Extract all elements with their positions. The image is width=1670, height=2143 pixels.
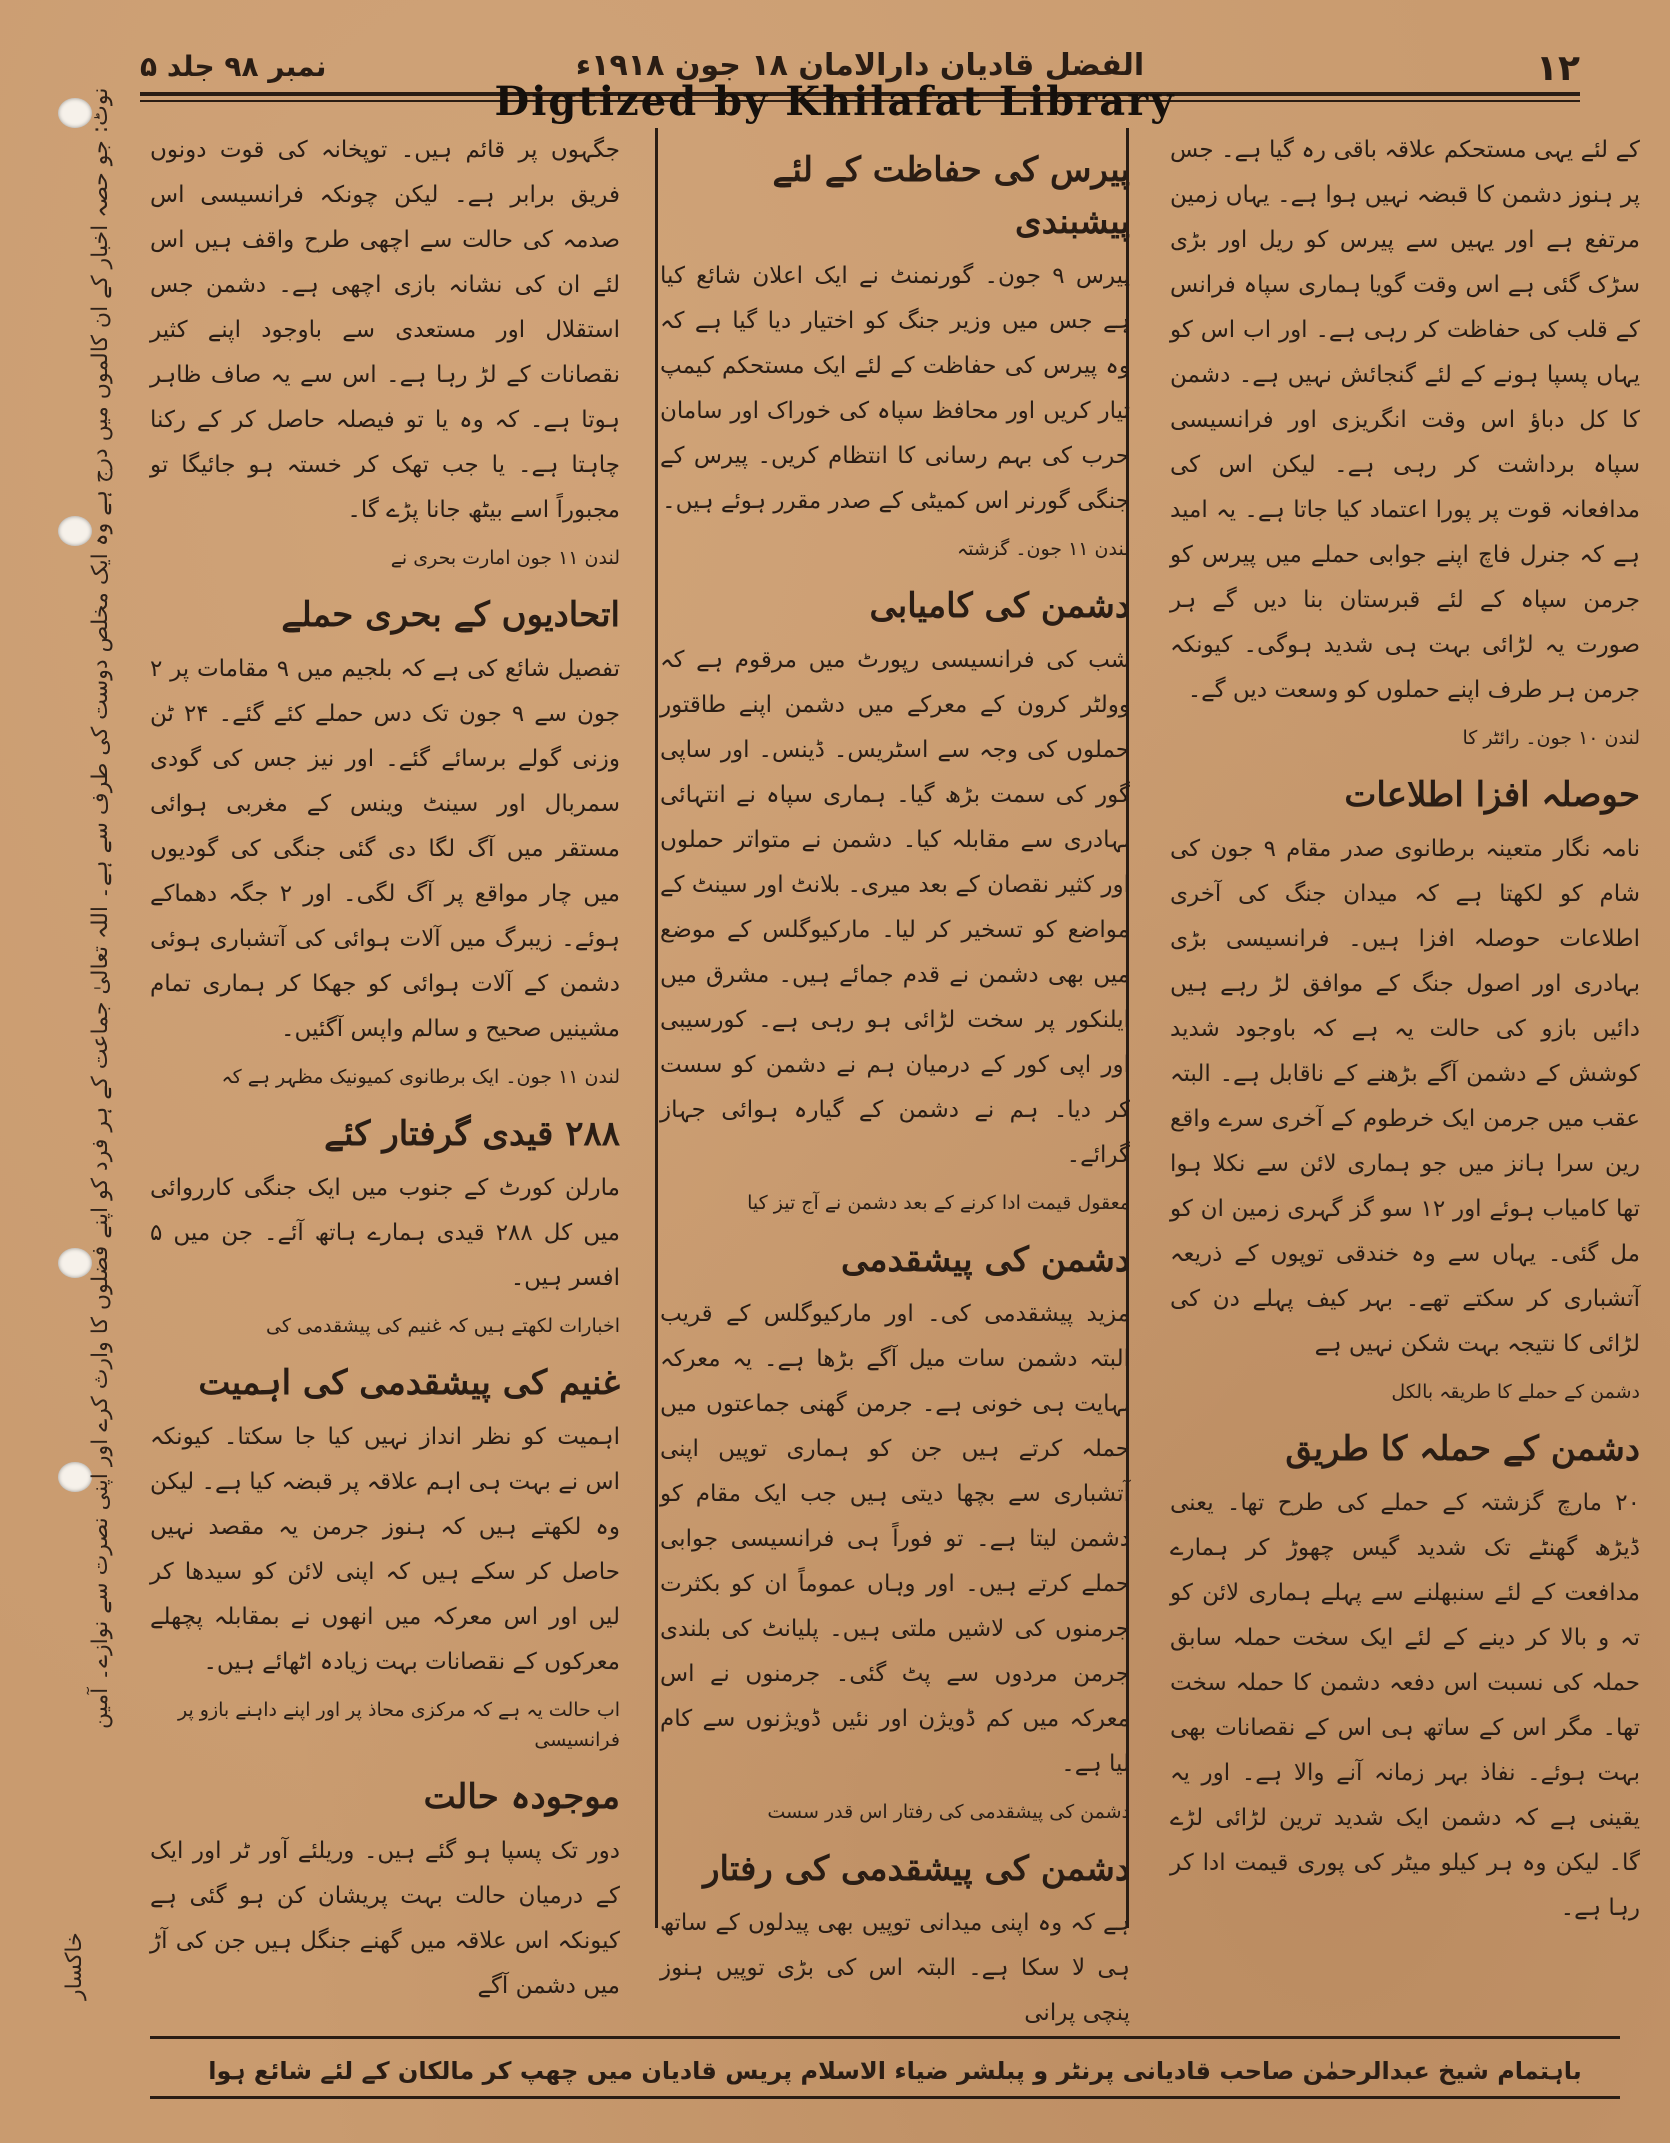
article-heading: حوصلہ افزا اطلاعات (1344, 775, 1640, 815)
article-heading: غنیم کی پیشقدمی کی اہمیت (198, 1363, 620, 1403)
article-heading: دشمن کے حملہ کا طریق (1285, 1429, 1640, 1469)
article-paragraph: کے لئے یہی مستحکم علاقہ باقی رہ گیا ہے۔ جس پر ہنوز دشمن کا قبضہ نہیں ہوا ہے۔ یہاں زمین مرتفع ہے اور یہیں سے پیرس کو ریل اور بڑی سڑک گئی ہے اس وقت گویا ہماری سپاہ فرانس کے قلب کی حفاظت کر رہی ہے۔ اور اب اس کو یہاں پسپا ہونے کے لئے گنجائش نہیں ہے۔ دشمن کا کل دباؤ اس وقت انگریزی اور فرانسیسی سپاہ برداشت کر رہی ہے۔ لیکن اس کی مدافعانہ قوت پر پورا اعتماد کیا جاتا ہے۔ یہ امید ہے کہ جنرل فاچ اپنے جوابی حملے میں پیرس کو جرمن سپاہ کے لئے قبرستان بنا دیں گے ہر صورت یہ لڑائی بہت ہی شدید ہوگی۔ کیونکہ جرمن ہر طرف اپنے حملوں کو وسعت دیں گے۔ (1170, 137, 1640, 703)
imprint-line: باہتمام شیخ عبدالرحمٰن صاحب قادیانی پرنٹر و پبلشر ضیاء الاسلام پریس قادیان میں چھپ کر مالکان کے لئے شائع ہوا (208, 2057, 1582, 2085)
article-paragraph: جگہوں پر قائم ہیں۔ توپخانہ کی قوت دونوں فریق برابر ہے۔ لیکن چونکہ فرانسیسی اس صدمہ کی حالت سے اچھی طرح واقف ہیں اس لئے ان کی نشانہ بازی اچھی ہے۔ دشمن جس استقلال اور مستعدی سے باوجود اپنے کثیر نقصانات کے لڑ رہا ہے۔ اس سے یہ صاف ظاہر ہوتا ہے۔ کہ وہ یا تو فیصلہ حاصل کر کے رکنا چاہتا ہے۔ یا جب تھک کر خستہ ہو جائیگا تو مجبوراً اسے بیٹھ جانا پڑے گا۔ (150, 137, 620, 523)
page-number: ۱۲ (1536, 48, 1580, 89)
article-dateline: لندن ۱۱ جون۔ ایک برطانوی کمیونیک مظہر ہے کہ (221, 1066, 620, 1088)
footer-rule (150, 2036, 1620, 2039)
footer-rule-bottom (150, 2096, 1620, 2099)
article-dateline: دشمن کے حملے کا طریقہ بالکل (1391, 1381, 1640, 1403)
article-heading: ۲۸۸ قیدی گرفتار کئے (324, 1114, 620, 1154)
article-paragraph: نامہ نگار متعینہ برطانوی صدر مقام ۹ جون کی شام کو لکھتا ہے کہ میدان جنگ کی آخری اطلاعات حوصلہ افزا ہیں۔ فرانسیسی بڑی بہادری اور اصول جنگ کے موافق لڑ رہے ہیں دائیں بازو کی حالت یہ ہے کہ باوجود شدید کوشش کے دشمن آگے بڑھنے کے ناقابل ہے۔ البتہ عقب میں جرمن ایک خرطوم کے آخری سرے واقع رین سرا ہانز میں جو ہماری لائن سے نکلا ہوا تھا کامیاب ہوئے اور ۱۲ سو گز گہری زمین ان کو مل گئی۔ یہاں سے وہ خندقی توپوں کے ذریعہ آتشباری کر سکتے تھے۔ بہر کیف پہلے دن کی لڑائی کا نتیجہ بہت شکن نہیں ہے (1170, 836, 1641, 1357)
column-right (1170, 128, 1640, 1968)
article-dateline: معقول قیمت ادا کرنے کے بعد دشمن نے آج تیز کیا (747, 1192, 1130, 1214)
article-paragraph: تفصیل شائع کی ہے کہ بلجیم میں ۹ مقامات پر ۲ جون سے ۹ جون تک دس حملے کئے گئے۔ ۲۴ ٹن وزنی گولے برسائے گئے۔ اور نیز جس کی گودی سمربال اور سینٹ وینس کے مغربی ہوائی مستقر میں آگ لگا دی گئی جنگی کی گودیوں میں چار مواقع پر آگ لگی۔ اور ۲ جگہ دھماکے ہوئے۔ زیبرگ میں آلات ہوائی کی آتشباری ہوئی دشمن کے آلات ہوائی کو جھکا کر ہماری تمام مشینیں صحیح و سالم واپس آگئیں۔ (150, 656, 621, 1042)
article-columns (150, 128, 1641, 2026)
article-dateline: لندن ۱۱ جون امارت بحری نے (390, 547, 620, 569)
volume-number: نمبر ۹۸ جلد ۵ (140, 50, 327, 83)
article-heading: دشمن کی پیشقدمی کی رفتار (703, 1849, 1130, 1889)
article-paragraph: پیرس ۹ جون۔ گورنمنٹ نے ایک اعلان شائع کیا ہے جس میں وزیر جنگ کو اختیار دیا گیا ہے کہ وہ پیرس کی حفاظت کے لئے ایک مستحکم کیمپ تیار کریں اور محافظ سپاہ کی خوراک اور سامان حرب کی بہم رسانی کا انتظام کریں۔ پیرس کے جنگی گورنر اس کمیٹی کے صدر مقرر ہوئے ہیں۔ (660, 263, 1131, 514)
article-dateline: لندن ۱۱ جون۔ گزشتہ (957, 538, 1130, 560)
article-paragraph: ۲۰ مارچ گزشتہ کے حملے کی طرح تھا۔ یعنی ڈیڑھ گھنٹے تک شدید گیس چھوڑ کر ہمارے مدافعت کے لئے سنبھلنے سے پہلے ہماری لائن کو تہ و بالا کر دینے کے لئے ایک سخت حملہ سابق حملہ کی نسبت اس دفعہ دشمن کا حملہ سخت تھا۔ مگر اس کے ساتھ ہی اس کے نقصانات بھی بہت ہوئے۔ نفاذ بہر زمانہ آنے والا ہے۔ اور یہ یقینی ہے کہ دشمن ایک شدید ترین لڑائی لڑے گا۔ لیکن وہ ہر کیلو میٹر کی پوری قیمت ادا کر رہا ہے۔ (1170, 1490, 1640, 1921)
article-dateline: اخبارات لکھتے ہیں کہ غنیم کی پیشقدمی کی (266, 1315, 620, 1337)
article-paragraph: دور تک پسپا ہو گئے ہیں۔ وریلئے آور ٹر اور ایک کے درمیان حالت بہت پریشان کن ہو گئی ہے کیونکہ اس علاقہ میں گھنے جنگل ہیں جن کی آڑ میں دشمن آگے (150, 1838, 620, 1999)
article-dateline: لندن ۱۰ جون۔ رائٹر کا (1462, 727, 1640, 749)
column-left (150, 128, 621, 1999)
column-middle (660, 128, 1131, 2026)
article-dateline: دشمن کی پیشقدمی کی رفتار اس قدر سست (767, 1801, 1130, 1823)
article-paragraph: مزید پیشقدمی کی۔ اور مارکیوگلس کے قریب البتہ دشمن سات میل آگے بڑھا ہے۔ یہ معرکہ نہایت ہی خونی ہے۔ جرمن گھنی جماعتوں میں حملہ کرتے ہیں جن کو ہماری توپیں اپنی آتشباری سے بچھا دیتی ہیں جب ایک مقام کو دشمن لیتا ہے۔ تو فوراً ہی فرانسیسی جوابی حملے کرتے ہیں۔ اور وہاں عموماً ان کو بکثرت جرمنوں کی لاشیں ملتی ہیں۔ پلیانٹ کی بلندی جرمن مردوں سے پٹ گئی۔ جرمنوں نے اس معرکہ میں کم ڈویژن اور نئیں ڈویژنوں سے کام لیا ہے۔ (660, 1301, 1130, 1777)
article-heading: اتحادیوں کے بحری حملے (281, 595, 620, 635)
newspaper-dateline: الفضل قادیان دارالامان ۱۸ جون ۱۹۱۸ء (575, 48, 1145, 83)
article-heading: دشمن کی کامیابی (869, 586, 1130, 626)
article-heading: پیرس کی حفاظت کے لئے پیشبندی (772, 150, 1130, 242)
margin-signature: خاکسار (62, 1932, 87, 2000)
article-paragraph: ہے کہ وہ اپنی میدانی توپیں بھی پیدلوں کے ساتھ ہی لا سکا ہے۔ البتہ اس کی بڑی توپیں ہنوز پنچی پرانی (660, 1910, 1130, 2026)
article-dateline: اب حالت یہ ہے کہ مرکزی محاذ پر اور اپنے داہنے بازو پر فرانسیسی (177, 1699, 620, 1751)
article-heading: دشمن کی پیشقدمی (840, 1240, 1130, 1280)
article-paragraph: اہمیت کو نظر انداز نہیں کیا جا سکتا۔ کیونکہ اس نے بہت ہی اہم علاقہ پر قبضہ کیا ہے۔ لیکن وہ لکھتے ہیں کہ ہنوز جرمن یہ مقصد نہیں حاصل کر سکے ہیں کہ اپنی لائن کو سیدھا کر لیں اور اس معرکہ میں انھوں نے بمقابلہ پچھلے معرکوں کے نقصانات بہت زیادہ اٹھائے ہیں۔ (150, 1424, 620, 1675)
article-paragraph: مارلن کورٹ کے جنوب میں ایک جنگی کارروائی میں کل ۲۸۸ قیدی ہمارے ہاتھ آئے۔ جن میں ۵ افسر ہیں۔ (150, 1175, 620, 1291)
article-paragraph: شب کی فرانسیسی رپورٹ میں مرقوم ہے کہ وولٹر کرون کے معرکے میں دشمن اپنے طاقتور حملوں کی وجہ سے اسٹریس۔ ڈینس۔ اور ساپی گور کی سمت بڑھ گیا۔ ہماری سپاہ نے انتہائی بہادری سے مقابلہ کیا۔ دشمن نے متواتر حملوں اور کثیر نقصان کے بعد میری۔ بلانٹ اور سینٹ کے مواضع کو تسخیر کر لیا۔ مارکیوگلس کے موضع میں بھی دشمن نے قدم جمائے ہیں۔ مشرق میں ایلنکور پر سخت لڑائی ہو رہی ہے۔ کورسیبی اور اپی کور کے درمیان ہم نے دشمن کو سست کر دیا۔ ہم نے دشمن کے گیارہ ہوائی جہاز گرائے۔ (660, 647, 1130, 1168)
watermark: Digtized by Khilafat Library (494, 78, 1176, 125)
article-heading: موجودہ حالت (423, 1777, 620, 1817)
margin-note: نوٹ: جو حصہ اخبار کے ان کالموں میں درج ہے وہ ایک مخلص دوست کی طرف سے ہے۔ اللہ تعالیٰ جماعت کے ہر فرد کو اپنے فضلوں کا وارث کرے اور اپنی نصرت سے نوازے۔ آمین (88, 88, 113, 1730)
